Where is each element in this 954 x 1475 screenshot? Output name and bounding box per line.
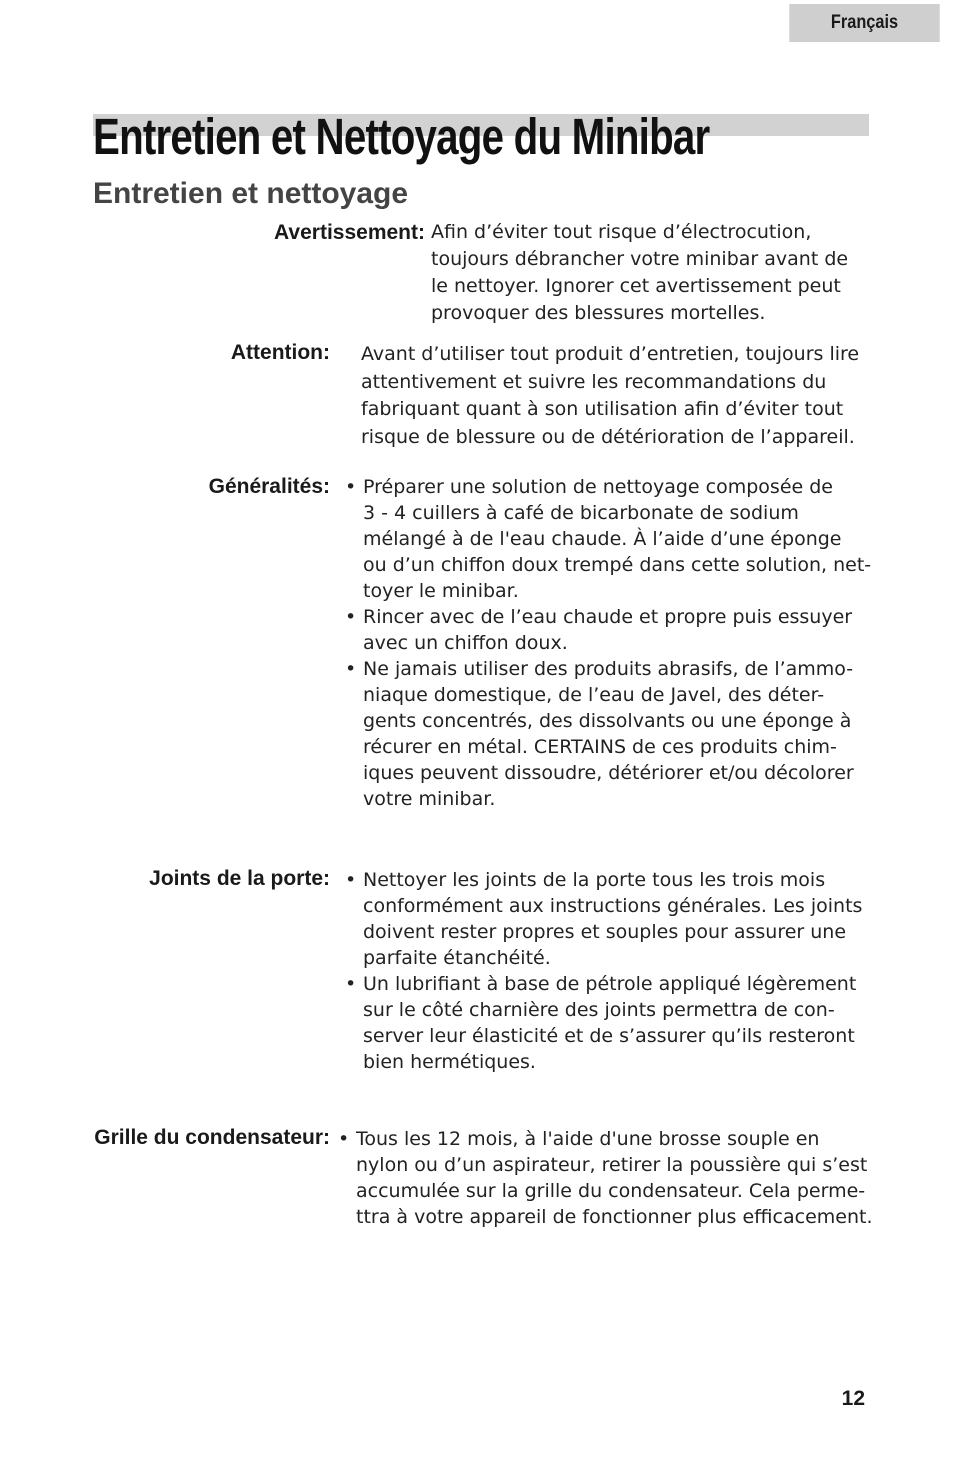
text-line: iques peuvent dissoudre, détériorer et/ou décolorer	[363, 762, 854, 784]
text-line: toyer le minibar.	[363, 580, 519, 602]
warning-text	[431, 219, 848, 327]
text-line: Ne jamais utiliser des produits abrasifs, de l’ammo-	[363, 658, 854, 680]
text-line: doivent rester propres et souples pour assurer une	[363, 921, 847, 943]
text-line: nylon ou d’un aspirateur, retirer la poussière qui s’est	[356, 1154, 868, 1176]
list-item	[345, 971, 862, 1075]
page-number: 12	[841, 1387, 865, 1410]
page-title: Entretien et Nettoyage du Minibar	[93, 108, 710, 165]
text-line: Un lubrifiant à base de pétrole appliqué légèrement	[363, 973, 857, 995]
text-line: provoquer des blessures mortelles.	[431, 302, 766, 324]
general-list	[345, 474, 871, 812]
door-seals-label: Joints de la porte:	[149, 867, 330, 890]
text-line: parfaite étanchéité.	[363, 947, 551, 969]
text-line: ou d’un chiffon doux trempé dans cette solution, net-	[363, 554, 872, 576]
list-item	[345, 867, 862, 971]
text-line: toujours débrancher votre minibar avant de	[431, 248, 849, 270]
text-line: Préparer une solution de nettoyage composée de	[363, 476, 833, 498]
bullet-icon: •	[345, 606, 357, 628]
bullet-icon: •	[345, 476, 357, 498]
text-line: Tous les 12 mois, à l'aide d'une brosse souple en	[356, 1128, 820, 1150]
bullet-icon: •	[338, 1128, 350, 1150]
text-line: avec un chiffon doux.	[363, 632, 568, 654]
section-title: Entretien et nettoyage	[93, 177, 409, 210]
text-line: le nettoyer. Ignorer cet avertissement peut	[431, 275, 841, 297]
condenser-list	[338, 1126, 873, 1230]
caution-label: Attention:	[230, 341, 330, 364]
text-line: Afin d’éviter tout risque d’électrocution,	[431, 221, 812, 243]
text-line: niaque domestique, de l’eau de Javel, des déter-	[363, 684, 825, 706]
text-line: fabriquant quant à son utilisation afin d’éviter tout	[361, 398, 844, 420]
text-line: Nettoyer les joints de la porte tous les trois mois	[363, 869, 826, 891]
caution-text	[361, 341, 859, 451]
general-label: Généralités:	[208, 475, 330, 498]
bullet-icon: •	[345, 658, 357, 680]
text-line: accumulée sur la grille du condensateur. Cela perme-	[356, 1180, 866, 1202]
language-tab: Français	[789, 4, 940, 42]
list-item	[345, 474, 871, 604]
text-line: Avant d’utiliser tout produit d’entretien, toujours lire	[361, 343, 860, 365]
text-line: gents concentrés, des dissolvants ou une éponge à	[363, 710, 852, 732]
text-line: attentivement et suivre les recommandations du	[361, 370, 827, 393]
text-line: ttra à votre appareil de fonctionner plus efficacement.	[356, 1206, 873, 1228]
bullet-icon: •	[345, 869, 357, 891]
text-line: server leur élasticité et de s’assurer qu’ils resteront	[363, 1025, 855, 1047]
text-line: récurer en métal. CERTAINS de ces produits chim-	[363, 736, 837, 758]
text-line: bien hermétiques.	[363, 1051, 536, 1073]
warning-label: Avertissement:	[274, 221, 425, 244]
text-line: Rincer avec de l’eau chaude et propre puis essuyer	[363, 606, 853, 628]
condenser-label: Grille du condensateur:	[94, 1126, 330, 1149]
door-seals-list	[345, 867, 862, 1075]
text-line: conformément aux instructions générales. Les joints	[363, 895, 863, 917]
list-item	[345, 604, 871, 656]
list-item	[338, 1126, 873, 1230]
text-line: mélangé à de l'eau chaude. À l’aide d’une éponge	[363, 528, 842, 550]
text-line: votre minibar.	[363, 788, 496, 810]
text-line: 3 - 4 cuillers à café de bicarbonate de sodium	[363, 502, 799, 524]
text-line: sur le côté charnière des joints permettra de con-	[363, 999, 835, 1021]
bullet-icon: •	[345, 973, 357, 995]
list-item	[345, 656, 871, 812]
text-line: risque de blessure ou de détérioration de l’appareil.	[361, 425, 855, 448]
